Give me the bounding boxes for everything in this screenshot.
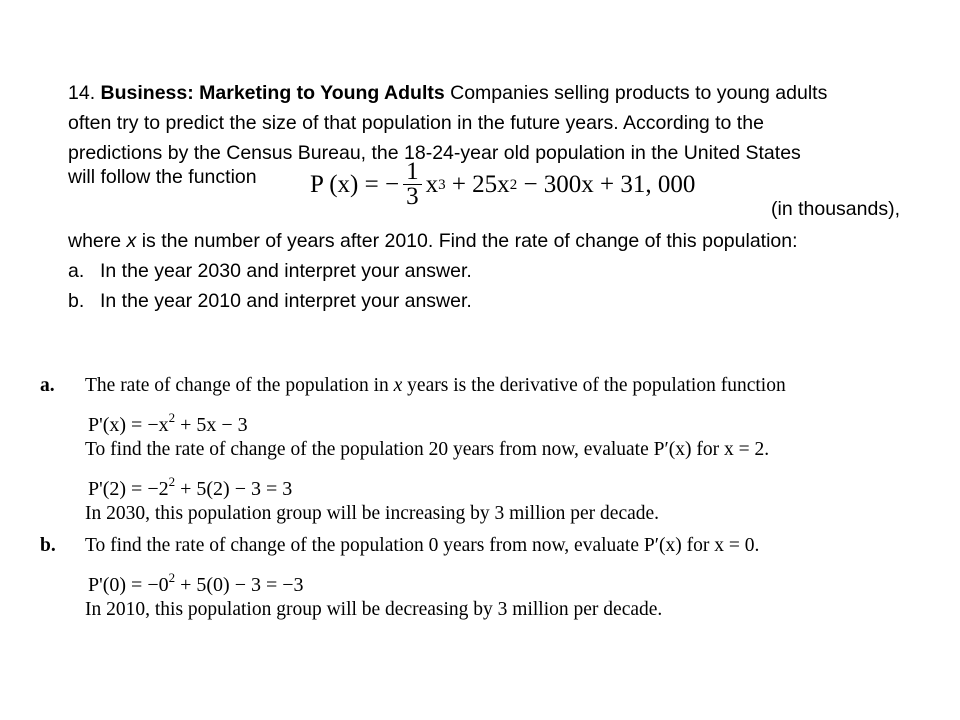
fraction-numerator: 1 [403, 160, 422, 185]
solution-text: The rate of change of the population in [85, 375, 394, 396]
formula-row [68, 158, 916, 226]
equation-part: + 5(0) − 3 = −3 [175, 574, 304, 596]
item-label: a. [68, 260, 85, 282]
formula-rest: − 300x + 31, 000 [523, 170, 696, 198]
equation-exponent: 2 [168, 410, 176, 425]
solution-a-line-3: To find the rate of change of the population 20 years from now, evaluate P′(x) for x = 2. [85, 439, 770, 460]
problem-text-6b: is the number of years after 2010. Find the rate of change of this population: [136, 230, 798, 252]
solution-a-conclusion: In 2030, this population group will be increasing by 3 million per decade. [85, 503, 660, 524]
equation-part: P'(2) = −2 [88, 478, 169, 500]
evaluation-equation-a [85, 466, 920, 498]
problem-line-4: will follow the function [68, 166, 257, 188]
equation-exponent: 2 [168, 474, 176, 489]
equation-part: + 5x − 3 [175, 414, 248, 436]
variable-x: x [393, 375, 403, 396]
problem-number: 14. [68, 82, 96, 104]
formula-exp-1: 3 [438, 176, 446, 193]
formula-lhs: P (x) = − [310, 170, 400, 198]
question-item-a [68, 256, 916, 286]
item-text: In the year 2030 and interpret your answer. [100, 260, 472, 282]
item-label: b. [68, 290, 85, 312]
solution [40, 370, 920, 626]
part-label: b. [40, 535, 56, 556]
equation-part: P'(0) = −0 [88, 574, 169, 596]
part-b-body [85, 530, 920, 626]
item-text: In the year 2010 and interpret your answer. [100, 290, 472, 312]
equation-exponent: 2 [168, 570, 176, 585]
units-note: (in thousands), [771, 198, 900, 220]
solution-part-a [40, 370, 920, 530]
fraction-denominator: 3 [406, 183, 419, 210]
evaluation-equation-b [85, 562, 920, 594]
derivative-equation [85, 402, 920, 434]
problem-line-1 [68, 78, 916, 108]
formula-term-1: x [425, 170, 439, 198]
part-label: a. [40, 375, 55, 396]
formula-term-2: + 25x [451, 170, 510, 198]
equation-part: P'(x) = −x [88, 414, 169, 436]
problem-line-3: predictions by the Census Bureau, the 18-24-year old population in the United States [68, 142, 801, 164]
problem-line-2: often try to predict the size of that population in the future years. According to the [68, 112, 764, 134]
solution-part-b [40, 530, 920, 626]
solution-text: years is the derivative of the population function [402, 375, 786, 396]
formula-fraction [403, 160, 422, 209]
variable-x: x [126, 230, 137, 252]
problem-text-6a: where [68, 230, 127, 252]
part-a-body [85, 370, 920, 530]
equation-part: + 5(2) − 3 = 3 [175, 478, 293, 500]
question-item-b [68, 286, 916, 316]
solution-b-conclusion: In 2010, this population group will be decreasing by 3 million per decade. [85, 599, 663, 620]
problem-line-6 [68, 226, 916, 256]
problem-statement [68, 78, 916, 316]
problem-title: Business: Marketing to Young Adults [100, 82, 445, 104]
population-function [310, 160, 695, 209]
formula-exp-2: 2 [509, 176, 518, 193]
solution-b-line-1: To find the rate of change of the population 0 years from now, evaluate P′(x) for x = 0. [85, 535, 760, 556]
problem-text-1: Companies selling products to young adults [450, 82, 828, 104]
solution-a-line-1 [85, 370, 920, 402]
